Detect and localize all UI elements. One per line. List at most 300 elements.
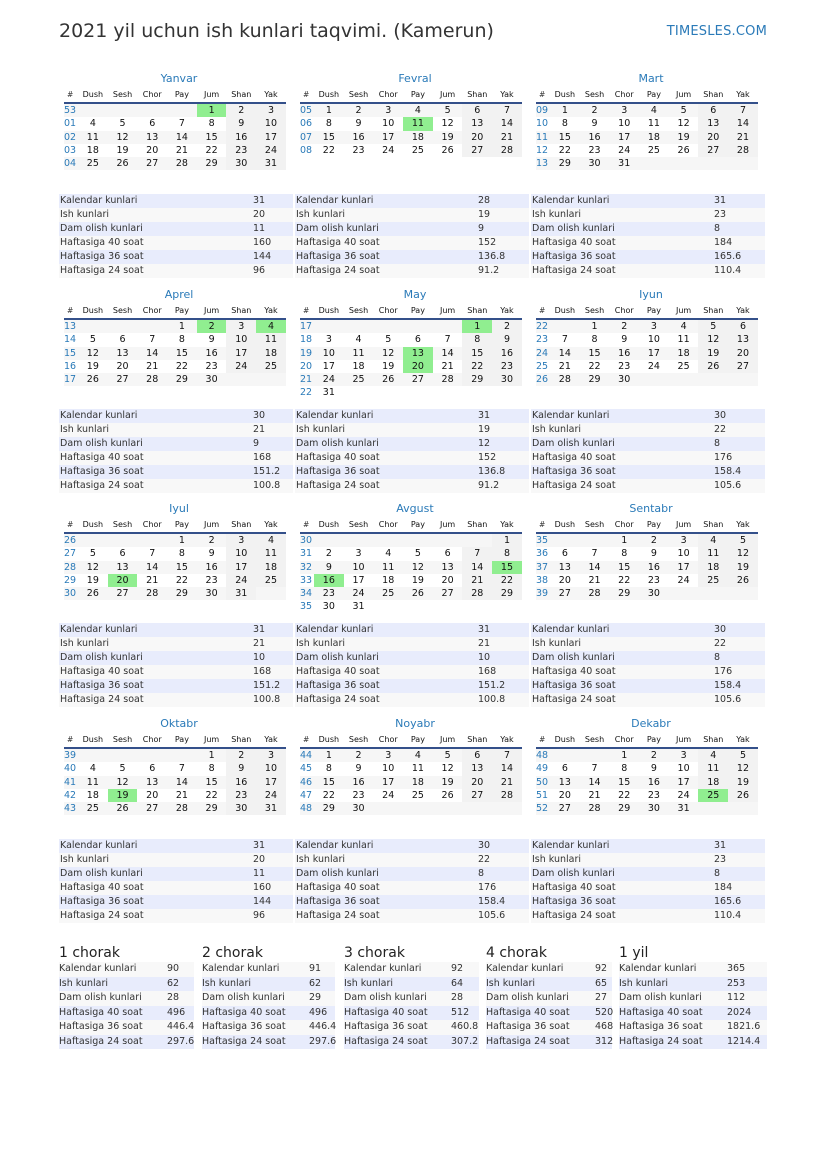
day-cell[interactable]: 5 xyxy=(444,105,451,116)
day-cell[interactable]: 19 xyxy=(411,574,424,586)
day-cell[interactable]: 14 xyxy=(728,117,758,130)
day-cell[interactable]: 14 xyxy=(175,131,188,143)
day-cell[interactable]: 10 xyxy=(226,333,256,346)
day-cell[interactable]: 23 xyxy=(618,360,631,372)
day-cell[interactable]: 16 xyxy=(647,776,660,788)
day-cell[interactable]: 17 xyxy=(618,131,631,143)
day-cell[interactable]: 29 xyxy=(175,374,188,386)
day-cell[interactable]: 16 xyxy=(314,574,344,587)
day-cell[interactable]: 28 xyxy=(492,144,522,157)
day-cell[interactable]: 21 xyxy=(175,144,188,156)
day-cell[interactable]: 18 xyxy=(382,574,395,586)
day-cell[interactable]: 8 xyxy=(325,763,332,775)
day-cell[interactable]: 6 xyxy=(149,118,156,130)
day-cell[interactable]: 27 xyxy=(728,360,758,373)
day-cell[interactable]: 19 xyxy=(382,360,395,372)
day-cell[interactable]: 2 xyxy=(226,749,256,762)
day-cell[interactable]: 16 xyxy=(492,347,522,360)
day-cell[interactable]: 6 xyxy=(414,334,421,346)
day-cell[interactable]: 30 xyxy=(492,373,522,386)
day-cell[interactable]: 13 xyxy=(116,347,129,359)
day-cell[interactable]: 7 xyxy=(444,334,451,346)
day-cell[interactable]: 7 xyxy=(591,548,598,560)
day-cell[interactable]: 15 xyxy=(175,347,188,359)
day-cell[interactable]: 14 xyxy=(588,561,601,573)
day-cell[interactable]: 3 xyxy=(385,750,392,761)
day-cell[interactable]: 27 xyxy=(116,588,129,600)
day-cell[interactable]: 28 xyxy=(588,588,601,600)
day-cell[interactable]: 3 xyxy=(226,534,256,547)
day-cell[interactable]: 24 xyxy=(352,588,365,600)
day-cell[interactable]: 6 xyxy=(462,104,492,117)
day-cell[interactable]: 6 xyxy=(462,749,492,762)
day-cell[interactable]: 31 xyxy=(256,802,286,815)
day-cell[interactable]: 12 xyxy=(86,561,99,573)
day-cell[interactable]: 14 xyxy=(462,561,492,574)
day-cell[interactable]: 21 xyxy=(492,776,522,789)
day-cell[interactable]: 4 xyxy=(355,334,362,346)
day-cell[interactable]: 1 xyxy=(178,535,185,546)
day-cell[interactable]: 27 xyxy=(462,789,492,802)
day-cell[interactable]: 29 xyxy=(205,158,218,170)
day-cell[interactable]: 14 xyxy=(175,776,188,788)
day-cell[interactable]: 22 xyxy=(322,789,335,801)
day-cell[interactable]: 15 xyxy=(558,131,571,143)
day-cell[interactable]: 19 xyxy=(441,776,454,788)
day-cell[interactable]: 15 xyxy=(618,776,631,788)
day-cell[interactable]: 24 xyxy=(322,374,335,386)
day-cell[interactable]: 14 xyxy=(146,347,159,359)
day-cell[interactable]: 15 xyxy=(588,347,601,359)
day-cell[interactable]: 15 xyxy=(322,131,335,143)
day-cell[interactable]: 23 xyxy=(352,144,365,156)
day-cell[interactable]: 30 xyxy=(205,588,218,600)
day-cell[interactable]: 10 xyxy=(382,763,395,775)
day-cell[interactable]: 8 xyxy=(621,763,628,775)
day-cell[interactable]: 8 xyxy=(208,118,215,130)
day-cell[interactable]: 31 xyxy=(322,387,335,399)
day-cell[interactable]: 6 xyxy=(561,548,568,560)
day-cell[interactable]: 3 xyxy=(680,750,687,761)
day-cell[interactable]: 4 xyxy=(385,548,392,560)
day-cell[interactable]: 1 xyxy=(621,750,628,761)
day-cell[interactable]: 21 xyxy=(175,789,188,801)
day-cell[interactable]: 9 xyxy=(591,118,598,130)
day-cell[interactable]: 13 xyxy=(441,561,454,573)
day-cell[interactable]: 11 xyxy=(403,117,433,130)
day-cell[interactable]: 13 xyxy=(146,131,159,143)
day-cell[interactable]: 2 xyxy=(355,750,362,761)
day-cell[interactable]: 24 xyxy=(382,789,395,801)
day-cell[interactable]: 7 xyxy=(492,104,522,117)
day-cell[interactable]: 25 xyxy=(256,360,286,373)
day-cell[interactable]: 10 xyxy=(256,762,286,775)
day-cell[interactable]: 18 xyxy=(647,131,660,143)
day-cell[interactable]: 18 xyxy=(352,360,365,372)
day-cell[interactable]: 19 xyxy=(698,347,728,360)
day-cell[interactable]: 8 xyxy=(621,548,628,560)
day-cell[interactable]: 27 xyxy=(698,144,728,157)
day-cell[interactable]: 19 xyxy=(728,561,758,574)
day-cell[interactable]: 31 xyxy=(256,157,286,170)
day-cell[interactable]: 16 xyxy=(226,131,256,144)
day-cell[interactable]: 2 xyxy=(208,535,215,546)
day-cell[interactable]: 12 xyxy=(411,561,424,573)
day-cell[interactable]: 26 xyxy=(116,158,129,170)
day-cell[interactable]: 11 xyxy=(86,776,99,788)
day-cell[interactable]: 3 xyxy=(385,105,392,116)
day-cell[interactable]: 2 xyxy=(621,321,628,332)
day-cell[interactable]: 30 xyxy=(647,588,660,600)
day-cell[interactable]: 30 xyxy=(588,158,601,170)
day-cell[interactable]: 9 xyxy=(650,548,657,560)
day-cell[interactable]: 28 xyxy=(588,803,601,815)
day-cell[interactable]: 2 xyxy=(650,750,657,761)
day-cell[interactable]: 25 xyxy=(86,803,99,815)
day-cell[interactable]: 9 xyxy=(325,561,332,573)
day-cell[interactable]: 17 xyxy=(352,574,365,586)
day-cell[interactable]: 21 xyxy=(558,360,571,372)
day-cell[interactable]: 22 xyxy=(322,144,335,156)
day-cell[interactable]: 17 xyxy=(226,347,256,360)
day-cell[interactable]: 23 xyxy=(647,789,660,801)
day-cell[interactable]: 14 xyxy=(558,347,571,359)
day-cell[interactable]: 23 xyxy=(492,360,522,373)
day-cell[interactable]: 4 xyxy=(256,320,286,333)
day-cell[interactable]: 11 xyxy=(256,547,286,560)
day-cell[interactable]: 7 xyxy=(728,104,758,117)
day-cell[interactable]: 26 xyxy=(86,588,99,600)
day-cell[interactable]: 5 xyxy=(385,334,392,346)
day-cell[interactable]: 27 xyxy=(441,588,454,600)
day-cell[interactable]: 1 xyxy=(621,535,628,546)
day-cell[interactable]: 26 xyxy=(411,588,424,600)
day-cell[interactable]: 29 xyxy=(618,588,631,600)
day-cell[interactable]: 22 xyxy=(492,574,522,587)
day-cell[interactable]: 23 xyxy=(205,574,218,586)
day-cell[interactable]: 30 xyxy=(322,601,335,613)
day-cell[interactable]: 7 xyxy=(149,548,156,560)
day-cell[interactable]: 23 xyxy=(588,144,601,156)
day-cell[interactable]: 27 xyxy=(411,374,424,386)
day-cell[interactable]: 14 xyxy=(492,762,522,775)
day-cell[interactable]: 8 xyxy=(178,334,185,346)
day-cell[interactable]: 9 xyxy=(650,763,657,775)
day-cell[interactable]: 28 xyxy=(441,374,454,386)
day-cell[interactable]: 24 xyxy=(647,360,660,372)
day-cell[interactable]: 12 xyxy=(382,347,395,359)
day-cell[interactable]: 20 xyxy=(698,131,728,144)
day-cell[interactable]: 17 xyxy=(647,347,660,359)
day-cell[interactable]: 17 xyxy=(382,131,395,143)
day-cell[interactable]: 24 xyxy=(256,789,286,802)
day-cell[interactable]: 1 xyxy=(325,750,332,761)
day-cell[interactable]: 26 xyxy=(728,574,758,587)
day-cell[interactable]: 9 xyxy=(492,333,522,346)
day-cell[interactable]: 22 xyxy=(205,144,218,156)
day-cell[interactable]: 8 xyxy=(462,333,492,346)
day-cell[interactable]: 12 xyxy=(441,763,454,775)
day-cell[interactable]: 19 xyxy=(441,131,454,143)
day-cell[interactable]: 26 xyxy=(116,803,129,815)
day-cell[interactable]: 3 xyxy=(325,334,332,346)
day-cell[interactable]: 16 xyxy=(352,776,365,788)
day-cell[interactable]: 19 xyxy=(728,776,758,789)
day-cell[interactable]: 27 xyxy=(116,374,129,386)
day-cell[interactable]: 13 xyxy=(558,776,571,788)
day-cell[interactable]: 4 xyxy=(414,105,421,116)
day-cell[interactable]: 3 xyxy=(226,320,256,333)
day-cell[interactable]: 14 xyxy=(588,776,601,788)
day-cell[interactable]: 22 xyxy=(588,360,601,372)
day-cell[interactable]: 28 xyxy=(146,588,159,600)
day-cell[interactable]: 10 xyxy=(226,547,256,560)
day-cell[interactable]: 25 xyxy=(382,588,395,600)
day-cell[interactable]: 21 xyxy=(146,574,159,586)
day-cell[interactable]: 6 xyxy=(149,763,156,775)
day-cell[interactable]: 12 xyxy=(698,333,728,346)
day-cell[interactable]: 29 xyxy=(492,587,522,600)
day-cell[interactable]: 15 xyxy=(175,561,188,573)
day-cell[interactable]: 24 xyxy=(226,360,256,373)
day-cell[interactable]: 18 xyxy=(86,144,99,156)
day-cell[interactable]: 25 xyxy=(86,158,99,170)
day-cell[interactable]: 24 xyxy=(226,574,256,587)
day-cell[interactable]: 30 xyxy=(226,802,256,815)
day-cell[interactable]: 12 xyxy=(677,118,690,130)
day-cell[interactable]: 1 xyxy=(197,104,227,117)
day-cell[interactable]: 1 xyxy=(492,534,522,547)
day-cell[interactable]: 28 xyxy=(175,803,188,815)
day-cell[interactable]: 24 xyxy=(618,144,631,156)
day-cell[interactable]: 30 xyxy=(647,803,660,815)
day-cell[interactable]: 5 xyxy=(89,548,96,560)
day-cell[interactable]: 11 xyxy=(677,334,690,346)
day-cell[interactable]: 15 xyxy=(492,561,522,574)
day-cell[interactable]: 9 xyxy=(208,548,215,560)
day-cell[interactable]: 6 xyxy=(698,104,728,117)
day-cell[interactable]: 22 xyxy=(558,144,571,156)
day-cell[interactable]: 21 xyxy=(588,789,601,801)
day-cell[interactable]: 25 xyxy=(698,574,728,587)
day-cell[interactable]: 15 xyxy=(205,131,218,143)
day-cell[interactable]: 22 xyxy=(205,789,218,801)
day-cell[interactable]: 22 xyxy=(618,789,631,801)
day-cell[interactable]: 19 xyxy=(108,789,138,802)
day-cell[interactable]: 28 xyxy=(462,587,492,600)
day-cell[interactable]: 1 xyxy=(325,105,332,116)
day-cell[interactable]: 21 xyxy=(728,131,758,144)
day-cell[interactable]: 2 xyxy=(355,105,362,116)
day-cell[interactable]: 26 xyxy=(698,360,728,373)
day-cell[interactable]: 10 xyxy=(677,548,690,560)
day-cell[interactable]: 28 xyxy=(146,374,159,386)
day-cell[interactable]: 20 xyxy=(403,360,433,373)
day-cell[interactable]: 29 xyxy=(175,588,188,600)
day-cell[interactable]: 12 xyxy=(728,762,758,775)
day-cell[interactable]: 2 xyxy=(197,320,227,333)
day-cell[interactable]: 4 xyxy=(89,763,96,775)
day-cell[interactable]: 1 xyxy=(561,105,568,116)
day-cell[interactable]: 24 xyxy=(256,144,286,157)
day-cell[interactable]: 9 xyxy=(226,117,256,130)
day-cell[interactable]: 17 xyxy=(226,561,256,574)
day-cell[interactable]: 23 xyxy=(647,574,660,586)
day-cell[interactable]: 19 xyxy=(86,574,99,586)
day-cell[interactable]: 15 xyxy=(618,561,631,573)
day-cell[interactable]: 23 xyxy=(205,360,218,372)
day-cell[interactable]: 5 xyxy=(680,105,687,116)
day-cell[interactable]: 10 xyxy=(382,118,395,130)
day-cell[interactable]: 11 xyxy=(256,333,286,346)
day-cell[interactable]: 3 xyxy=(256,104,286,117)
day-cell[interactable]: 10 xyxy=(618,118,631,130)
day-cell[interactable]: 2 xyxy=(591,105,598,116)
day-cell[interactable]: 29 xyxy=(322,803,335,815)
day-cell[interactable]: 22 xyxy=(175,574,188,586)
day-cell[interactable]: 13 xyxy=(558,561,571,573)
day-cell[interactable]: 20 xyxy=(558,574,571,586)
day-cell[interactable]: 17 xyxy=(256,131,286,144)
day-cell[interactable]: 9 xyxy=(621,334,628,346)
day-cell[interactable]: 1 xyxy=(462,320,492,333)
day-cell[interactable]: 25 xyxy=(647,144,660,156)
day-cell[interactable]: 11 xyxy=(382,561,395,573)
day-cell[interactable]: 7 xyxy=(178,763,185,775)
day-cell[interactable]: 26 xyxy=(382,374,395,386)
day-cell[interactable]: 8 xyxy=(561,118,568,130)
day-cell[interactable]: 27 xyxy=(146,158,159,170)
day-cell[interactable]: 13 xyxy=(728,333,758,346)
day-cell[interactable]: 23 xyxy=(322,588,335,600)
day-cell[interactable]: 16 xyxy=(618,347,631,359)
day-cell[interactable]: 8 xyxy=(208,763,215,775)
day-cell[interactable]: 28 xyxy=(175,158,188,170)
day-cell[interactable]: 25 xyxy=(256,574,286,587)
day-cell[interactable]: 14 xyxy=(492,117,522,130)
day-cell[interactable]: 12 xyxy=(116,776,129,788)
day-cell[interactable]: 16 xyxy=(226,776,256,789)
day-cell[interactable]: 9 xyxy=(355,763,362,775)
day-cell[interactable]: 27 xyxy=(462,144,492,157)
day-cell[interactable]: 1 xyxy=(591,321,598,332)
day-cell[interactable]: 4 xyxy=(89,118,96,130)
day-cell[interactable]: 11 xyxy=(352,347,365,359)
day-cell[interactable]: 7 xyxy=(561,334,568,346)
day-cell[interactable]: 23 xyxy=(226,144,256,157)
day-cell[interactable]: 30 xyxy=(205,374,218,386)
day-cell[interactable]: 11 xyxy=(698,547,728,560)
day-cell[interactable]: 26 xyxy=(728,789,758,802)
day-cell[interactable]: 29 xyxy=(558,158,571,170)
day-cell[interactable]: 25 xyxy=(411,144,424,156)
day-cell[interactable]: 17 xyxy=(322,360,335,372)
day-cell[interactable]: 18 xyxy=(698,776,728,789)
day-cell[interactable]: 5 xyxy=(728,534,758,547)
day-cell[interactable]: 7 xyxy=(492,749,522,762)
day-cell[interactable]: 7 xyxy=(591,763,598,775)
day-cell[interactable]: 27 xyxy=(558,588,571,600)
day-cell[interactable]: 3 xyxy=(650,321,657,332)
day-cell[interactable]: 20 xyxy=(728,347,758,360)
day-cell[interactable]: 12 xyxy=(441,118,454,130)
day-cell[interactable]: 20 xyxy=(441,574,454,586)
day-cell[interactable]: 4 xyxy=(680,321,687,332)
day-cell[interactable]: 30 xyxy=(352,803,365,815)
day-cell[interactable]: 24 xyxy=(677,789,690,801)
site-link[interactable]: TIMESLES.COM xyxy=(666,24,767,39)
day-cell[interactable]: 16 xyxy=(647,561,660,573)
day-cell[interactable]: 3 xyxy=(680,535,687,546)
day-cell[interactable]: 5 xyxy=(444,750,451,761)
day-cell[interactable]: 26 xyxy=(677,144,690,156)
day-cell[interactable]: 27 xyxy=(146,803,159,815)
day-cell[interactable]: 6 xyxy=(561,763,568,775)
day-cell[interactable]: 14 xyxy=(146,561,159,573)
day-cell[interactable]: 21 xyxy=(492,131,522,144)
day-cell[interactable]: 18 xyxy=(86,789,99,801)
day-cell[interactable]: 2 xyxy=(492,320,522,333)
day-cell[interactable]: 5 xyxy=(698,320,728,333)
day-cell[interactable]: 17 xyxy=(256,776,286,789)
day-cell[interactable]: 4 xyxy=(698,749,728,762)
day-cell[interactable]: 6 xyxy=(444,548,451,560)
day-cell[interactable]: 19 xyxy=(116,144,129,156)
day-cell[interactable]: 15 xyxy=(205,776,218,788)
day-cell[interactable]: 10 xyxy=(256,117,286,130)
day-cell[interactable]: 27 xyxy=(558,803,571,815)
day-cell[interactable]: 12 xyxy=(116,131,129,143)
day-cell[interactable]: 21 xyxy=(588,574,601,586)
day-cell[interactable]: 26 xyxy=(441,789,454,801)
day-cell[interactable]: 5 xyxy=(89,334,96,346)
day-cell[interactable]: 12 xyxy=(86,347,99,359)
day-cell[interactable]: 20 xyxy=(558,789,571,801)
day-cell[interactable]: 19 xyxy=(677,131,690,143)
day-cell[interactable]: 2 xyxy=(325,548,332,560)
day-cell[interactable]: 13 xyxy=(116,561,129,573)
day-cell[interactable]: 13 xyxy=(462,762,492,775)
day-cell[interactable]: 7 xyxy=(149,334,156,346)
day-cell[interactable]: 18 xyxy=(411,776,424,788)
day-cell[interactable]: 1 xyxy=(178,321,185,332)
day-cell[interactable]: 5 xyxy=(728,749,758,762)
day-cell[interactable]: 4 xyxy=(414,750,421,761)
day-cell[interactable]: 22 xyxy=(462,360,492,373)
day-cell[interactable]: 3 xyxy=(355,548,362,560)
day-cell[interactable]: 6 xyxy=(119,548,126,560)
day-cell[interactable]: 18 xyxy=(256,347,286,360)
day-cell[interactable]: 6 xyxy=(728,320,758,333)
day-cell[interactable]: 25 xyxy=(411,789,424,801)
day-cell[interactable]: 16 xyxy=(205,347,218,359)
day-cell[interactable]: 18 xyxy=(411,131,424,143)
day-cell[interactable]: 10 xyxy=(322,347,335,359)
day-cell[interactable]: 19 xyxy=(86,360,99,372)
day-cell[interactable]: 24 xyxy=(677,574,690,586)
day-cell[interactable]: 26 xyxy=(441,144,454,156)
day-cell[interactable]: 5 xyxy=(119,763,126,775)
day-cell[interactable]: 8 xyxy=(492,547,522,560)
day-cell[interactable]: 29 xyxy=(205,803,218,815)
day-cell[interactable]: 26 xyxy=(86,374,99,386)
day-cell[interactable]: 5 xyxy=(119,118,126,130)
day-cell[interactable]: 28 xyxy=(558,374,571,386)
day-cell[interactable]: 2 xyxy=(650,535,657,546)
day-cell[interactable]: 7 xyxy=(178,118,185,130)
day-cell[interactable]: 10 xyxy=(677,763,690,775)
day-cell[interactable]: 23 xyxy=(226,789,256,802)
